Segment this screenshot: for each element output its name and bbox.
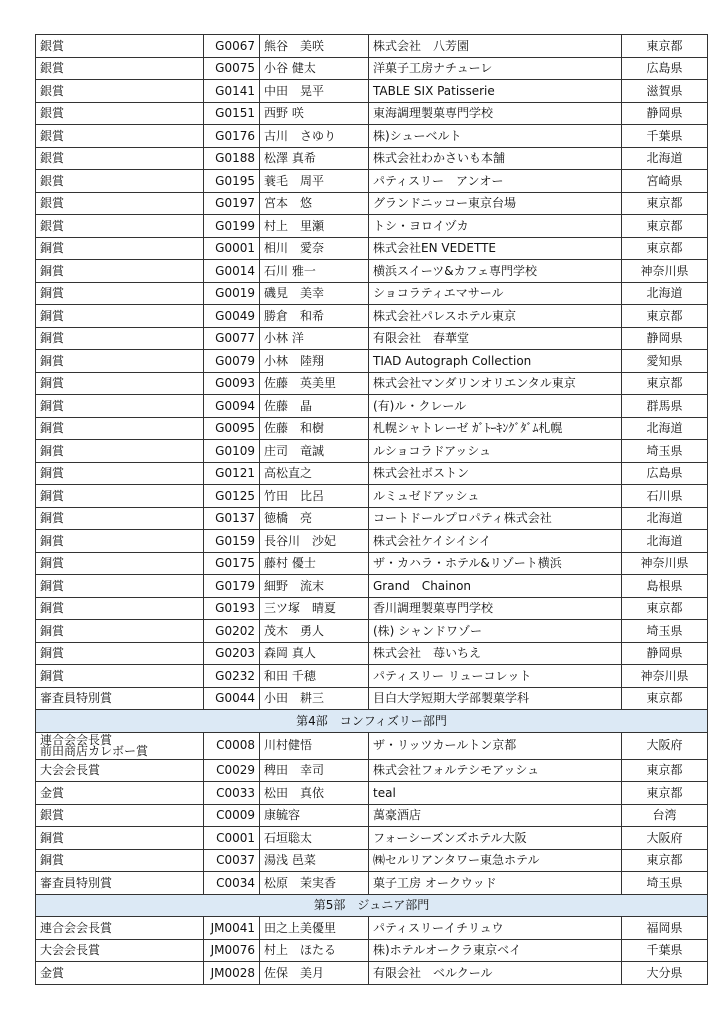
table-row (36, 80, 708, 103)
table-row (36, 102, 708, 125)
affiliation-cell: 有限会社 春華堂 (369, 327, 622, 350)
affiliation-cell: 有限会社 ベルクール (369, 962, 622, 985)
prefecture-cell: 東京都 (622, 687, 708, 710)
table-row (36, 57, 708, 80)
name-cell: 佐藤 和樹 (260, 417, 369, 440)
table-row (36, 849, 708, 872)
affiliation-cell: (有)ル・クレール (369, 395, 622, 418)
entry-id-cell: G0151 (204, 102, 260, 125)
table-row (36, 759, 708, 782)
entry-id-cell: C0001 (204, 827, 260, 850)
table-row (36, 732, 708, 759)
name-cell: 宮本 悠 (260, 192, 369, 215)
table-row (36, 917, 708, 940)
table-row (36, 125, 708, 148)
affiliation-cell: teal (369, 782, 622, 805)
affiliation-cell: ショコラティエマサール (369, 282, 622, 305)
name-cell: 小林 洋 (260, 327, 369, 350)
affiliation-cell: TIAD Autograph Collection (369, 350, 622, 373)
award-cell: 銀賞 (36, 215, 204, 238)
entry-id-cell: G0188 (204, 147, 260, 170)
award-cell: 銅賞 (36, 620, 204, 643)
award-label: 連合会会長賞 (40, 732, 113, 747)
name-cell: 西野 咲 (260, 102, 369, 125)
award-cell: 銅賞 (36, 575, 204, 598)
prefecture-cell: 埼玉県 (622, 620, 708, 643)
entry-id-cell: C0034 (204, 872, 260, 895)
award-cell: 銅賞 (36, 827, 204, 850)
award-cell: 銅賞 (36, 305, 204, 328)
affiliation-cell: 株式会社フォルテシモアッシュ (369, 759, 622, 782)
prefecture-cell: 北海道 (622, 530, 708, 553)
award-sub-label: 前田商店カレボー賞 (40, 743, 149, 758)
award-cell: 銅賞 (36, 485, 204, 508)
award-cell: 銅賞 (36, 237, 204, 260)
table-row (36, 939, 708, 962)
affiliation-cell: Grand Chainon (369, 575, 622, 598)
award-cell: 銅賞 (36, 350, 204, 373)
affiliation-cell: トシ・ヨロイヅカ (369, 215, 622, 238)
prefecture-cell: 東京都 (622, 372, 708, 395)
award-cell: 銅賞 (36, 552, 204, 575)
entry-id-cell: G0067 (204, 35, 260, 58)
table-row (36, 417, 708, 440)
affiliation-cell: パティスリー アンオー (369, 170, 622, 193)
prefecture-cell: 大阪府 (622, 732, 708, 759)
prefecture-cell: 埼玉県 (622, 872, 708, 895)
table-row (36, 552, 708, 575)
entry-id-cell: G0175 (204, 552, 260, 575)
table-row (36, 872, 708, 895)
entry-id-cell: G0079 (204, 350, 260, 373)
affiliation-cell: 株式会社パレスホテル東京 (369, 305, 622, 328)
entry-id-cell: G0199 (204, 215, 260, 238)
prefecture-cell: 東京都 (622, 782, 708, 805)
name-cell: 熊谷 美咲 (260, 35, 369, 58)
name-cell: 高松直之 (260, 462, 369, 485)
name-cell: 小谷 健太 (260, 57, 369, 80)
entry-id-cell: G0095 (204, 417, 260, 440)
award-cell: 銅賞 (36, 417, 204, 440)
entry-id-cell: JM0041 (204, 917, 260, 940)
affiliation-cell: 株式会社 苺いちえ (369, 642, 622, 665)
entry-id-cell: G0193 (204, 597, 260, 620)
prefecture-cell: 愛知県 (622, 350, 708, 373)
name-cell: 小林 陸翔 (260, 350, 369, 373)
prefecture-cell: 石川県 (622, 485, 708, 508)
entry-id-cell: G0044 (204, 687, 260, 710)
table-row (36, 282, 708, 305)
entry-id-cell: C0009 (204, 804, 260, 827)
prefecture-cell: 千葉県 (622, 939, 708, 962)
award-cell: 銅賞 (36, 260, 204, 283)
name-cell: 茂木 勇人 (260, 620, 369, 643)
prefecture-cell: 大阪府 (622, 827, 708, 850)
name-cell: 徳橋 亮 (260, 507, 369, 530)
name-cell: 相川 愛奈 (260, 237, 369, 260)
award-cell: 銀賞 (36, 102, 204, 125)
award-cell: 審査員特別賞 (36, 872, 204, 895)
name-cell: 村上 ほたる (260, 939, 369, 962)
table-row (36, 372, 708, 395)
award-cell: 金賞 (36, 782, 204, 805)
affiliation-cell: ㈱セルリアンタワー東急ホテル (369, 849, 622, 872)
entry-id-cell: G0093 (204, 372, 260, 395)
entry-id-cell: G0094 (204, 395, 260, 418)
award-cell: 銅賞 (36, 665, 204, 688)
name-cell: 佐藤 英美里 (260, 372, 369, 395)
affiliation-cell: ザ・リッツカールトン京都 (369, 732, 622, 759)
name-cell: 湯浅 邑菜 (260, 849, 369, 872)
table-row (36, 687, 708, 710)
table-row (36, 962, 708, 985)
name-cell: 石垣聡太 (260, 827, 369, 850)
affiliation-cell: 株)シューベルト (369, 125, 622, 148)
table-row (36, 395, 708, 418)
table-row (36, 530, 708, 553)
award-cell: 銅賞 (36, 530, 204, 553)
prefecture-cell: 北海道 (622, 282, 708, 305)
table-row (36, 485, 708, 508)
prefecture-cell: 静岡県 (622, 642, 708, 665)
affiliation-cell: 株式会社ケイシイシイ (369, 530, 622, 553)
table-row (36, 170, 708, 193)
affiliation-cell: (株) シャンドワゾー (369, 620, 622, 643)
entry-id-cell: G0159 (204, 530, 260, 553)
name-cell: 松原 茉実香 (260, 872, 369, 895)
table-row (36, 462, 708, 485)
entry-id-cell: G0019 (204, 282, 260, 305)
table-row (36, 782, 708, 805)
affiliation-cell: 株式会社わかさいも本舗 (369, 147, 622, 170)
affiliation-cell: 東海調理製菓専門学校 (369, 102, 622, 125)
award-cell: 金賞 (36, 962, 204, 985)
entry-id-cell: JM0076 (204, 939, 260, 962)
affiliation-cell: 株式会社EN VEDETTE (369, 237, 622, 260)
name-cell: 松澤 真希 (260, 147, 369, 170)
entry-id-cell: G0137 (204, 507, 260, 530)
name-cell: 和田 千穂 (260, 665, 369, 688)
name-cell: 蓑毛 周平 (260, 170, 369, 193)
entry-id-cell: G0125 (204, 485, 260, 508)
award-cell: 銀賞 (36, 170, 204, 193)
award-cell: 銅賞 (36, 849, 204, 872)
entry-id-cell: C0033 (204, 782, 260, 805)
results-table (35, 34, 708, 985)
award-cell: 連合会会長賞 (36, 917, 204, 940)
affiliation-cell: 目白大学短期大学部製菓学科 (369, 687, 622, 710)
table-row (36, 327, 708, 350)
affiliation-cell: パティスリーイチリュウ (369, 917, 622, 940)
name-cell: 石川 雅一 (260, 260, 369, 283)
name-cell: 康毓容 (260, 804, 369, 827)
prefecture-cell: 広島県 (622, 462, 708, 485)
affiliation-cell: 菓子工房 オークウッド (369, 872, 622, 895)
award-cell: 銅賞 (36, 282, 204, 305)
entry-id-cell: G0001 (204, 237, 260, 260)
name-cell: 稗田 幸司 (260, 759, 369, 782)
table-row (36, 620, 708, 643)
section-header-confiserie (36, 710, 708, 733)
prefecture-cell: 千葉県 (622, 125, 708, 148)
name-cell: 中田 晃平 (260, 80, 369, 103)
name-cell: 庄司 竜誠 (260, 440, 369, 463)
award-cell: 銀賞 (36, 147, 204, 170)
affiliation-cell: 洋菓子工房ナチューレ (369, 57, 622, 80)
entry-id-cell: G0195 (204, 170, 260, 193)
prefecture-cell: 東京都 (622, 237, 708, 260)
entry-id-cell: G0075 (204, 57, 260, 80)
affiliation-cell: ザ・カハラ・ホテル&リゾート横浜 (369, 552, 622, 575)
prefecture-cell: 北海道 (622, 417, 708, 440)
affiliation-cell: 香川調理製菓専門学校 (369, 597, 622, 620)
prefecture-cell: 広島県 (622, 57, 708, 80)
prefecture-cell: 大分県 (622, 962, 708, 985)
affiliation-cell: コートドールプロパティ株式会社 (369, 507, 622, 530)
entry-id-cell: JM0028 (204, 962, 260, 985)
prefecture-cell: 静岡県 (622, 327, 708, 350)
award-cell: 銀賞 (36, 192, 204, 215)
entry-id-cell: G0014 (204, 260, 260, 283)
name-cell: 勝倉 和希 (260, 305, 369, 328)
table-row (36, 440, 708, 463)
prefecture-cell: 神奈川県 (622, 552, 708, 575)
affiliation-cell: 株式会社 八芳園 (369, 35, 622, 58)
name-cell: 松田 真依 (260, 782, 369, 805)
table-row (36, 575, 708, 598)
name-cell: 小田 耕三 (260, 687, 369, 710)
table-row (36, 507, 708, 530)
award-cell: 銅賞 (36, 597, 204, 620)
award-cell: 銀賞 (36, 57, 204, 80)
entry-id-cell: G0232 (204, 665, 260, 688)
table-row (36, 827, 708, 850)
award-cell: 銀賞 (36, 35, 204, 58)
entry-id-cell: G0202 (204, 620, 260, 643)
award-cell: 銅賞 (36, 507, 204, 530)
entry-id-cell: G0176 (204, 125, 260, 148)
affiliation-cell: 横浜スイーツ&カフェ専門学校 (369, 260, 622, 283)
prefecture-cell: 島根県 (622, 575, 708, 598)
name-cell: 竹田 比呂 (260, 485, 369, 508)
prefecture-cell: 東京都 (622, 215, 708, 238)
award-cell: 銅賞 (36, 642, 204, 665)
award-cell: 銀賞 (36, 80, 204, 103)
affiliation-cell: グランドニッコー東京台場 (369, 192, 622, 215)
table-row (36, 260, 708, 283)
table-row (36, 665, 708, 688)
award-cell: 銅賞 (36, 372, 204, 395)
entry-id-cell: G0197 (204, 192, 260, 215)
table-row (36, 192, 708, 215)
table-row (36, 642, 708, 665)
entry-id-cell: C0037 (204, 849, 260, 872)
prefecture-cell: 東京都 (622, 305, 708, 328)
name-cell: 三ツ塚 晴夏 (260, 597, 369, 620)
award-cell: 銅賞 (36, 395, 204, 418)
entry-id-cell: C0008 (204, 732, 260, 759)
affiliation-cell: 株式会社ボストン (369, 462, 622, 485)
table-row (36, 237, 708, 260)
award-cell: 大会会長賞 (36, 939, 204, 962)
affiliation-cell: 株式会社マンダリンオリエンタル東京 (369, 372, 622, 395)
award-cell: 銅賞 (36, 440, 204, 463)
prefecture-cell: 福岡県 (622, 917, 708, 940)
award-cell (36, 732, 204, 759)
prefecture-cell: 滋賀県 (622, 80, 708, 103)
table-row (36, 305, 708, 328)
prefecture-cell: 北海道 (622, 147, 708, 170)
award-cell: 大会会長賞 (36, 759, 204, 782)
name-cell: 佐藤 晶 (260, 395, 369, 418)
table-row (36, 215, 708, 238)
affiliation-cell: 株)ホテルオークラ東京ベイ (369, 939, 622, 962)
name-cell: 村上 里瀬 (260, 215, 369, 238)
award-cell: 銅賞 (36, 462, 204, 485)
name-cell: 佐保 美月 (260, 962, 369, 985)
table-row (36, 147, 708, 170)
section-title: 第4部 コンフィズリー部門 (36, 710, 708, 733)
affiliation-cell: ルミュゼドアッシュ (369, 485, 622, 508)
affiliation-cell: フォーシーズンズホテル大阪 (369, 827, 622, 850)
prefecture-cell: 台湾 (622, 804, 708, 827)
name-cell: 田之上美優里 (260, 917, 369, 940)
entry-id-cell: G0077 (204, 327, 260, 350)
award-cell: 銀賞 (36, 125, 204, 148)
affiliation-cell: ルショコラドアッシュ (369, 440, 622, 463)
table-row (36, 597, 708, 620)
section-title: 第5部 ジュニア部門 (36, 894, 708, 917)
entry-id-cell: G0121 (204, 462, 260, 485)
section-header-junior (36, 894, 708, 917)
affiliation-cell: 札幌シャトレーゼ ｶﾞﾄｰｷﾝｸﾞﾀﾞﾑ札幌 (369, 417, 622, 440)
results-body (36, 35, 708, 985)
name-cell: 長谷川 沙妃 (260, 530, 369, 553)
entry-id-cell: G0049 (204, 305, 260, 328)
name-cell: 川村健悟 (260, 732, 369, 759)
table-row (36, 804, 708, 827)
name-cell: 古川 さゆり (260, 125, 369, 148)
name-cell: 藤村 優士 (260, 552, 369, 575)
prefecture-cell: 群馬県 (622, 395, 708, 418)
prefecture-cell: 神奈川県 (622, 665, 708, 688)
prefecture-cell: 東京都 (622, 597, 708, 620)
name-cell: 磯見 美幸 (260, 282, 369, 305)
affiliation-cell: 萬豪酒店 (369, 804, 622, 827)
prefecture-cell: 東京都 (622, 192, 708, 215)
affiliation-cell: TABLE SIX Patisserie (369, 80, 622, 103)
entry-id-cell: G0203 (204, 642, 260, 665)
prefecture-cell: 東京都 (622, 759, 708, 782)
prefecture-cell: 埼玉県 (622, 440, 708, 463)
prefecture-cell: 宮崎県 (622, 170, 708, 193)
award-cell: 審査員特別賞 (36, 687, 204, 710)
name-cell: 森岡 真人 (260, 642, 369, 665)
prefecture-cell: 東京都 (622, 35, 708, 58)
entry-id-cell: G0141 (204, 80, 260, 103)
prefecture-cell: 東京都 (622, 849, 708, 872)
entry-id-cell: C0029 (204, 759, 260, 782)
award-cell: 銀賞 (36, 804, 204, 827)
affiliation-cell: パティスリー リューコレット (369, 665, 622, 688)
prefecture-cell: 北海道 (622, 507, 708, 530)
table-row (36, 350, 708, 373)
award-cell: 銅賞 (36, 327, 204, 350)
name-cell: 細野 流末 (260, 575, 369, 598)
prefecture-cell: 神奈川県 (622, 260, 708, 283)
table-row (36, 35, 708, 58)
entry-id-cell: G0109 (204, 440, 260, 463)
prefecture-cell: 静岡県 (622, 102, 708, 125)
entry-id-cell: G0179 (204, 575, 260, 598)
